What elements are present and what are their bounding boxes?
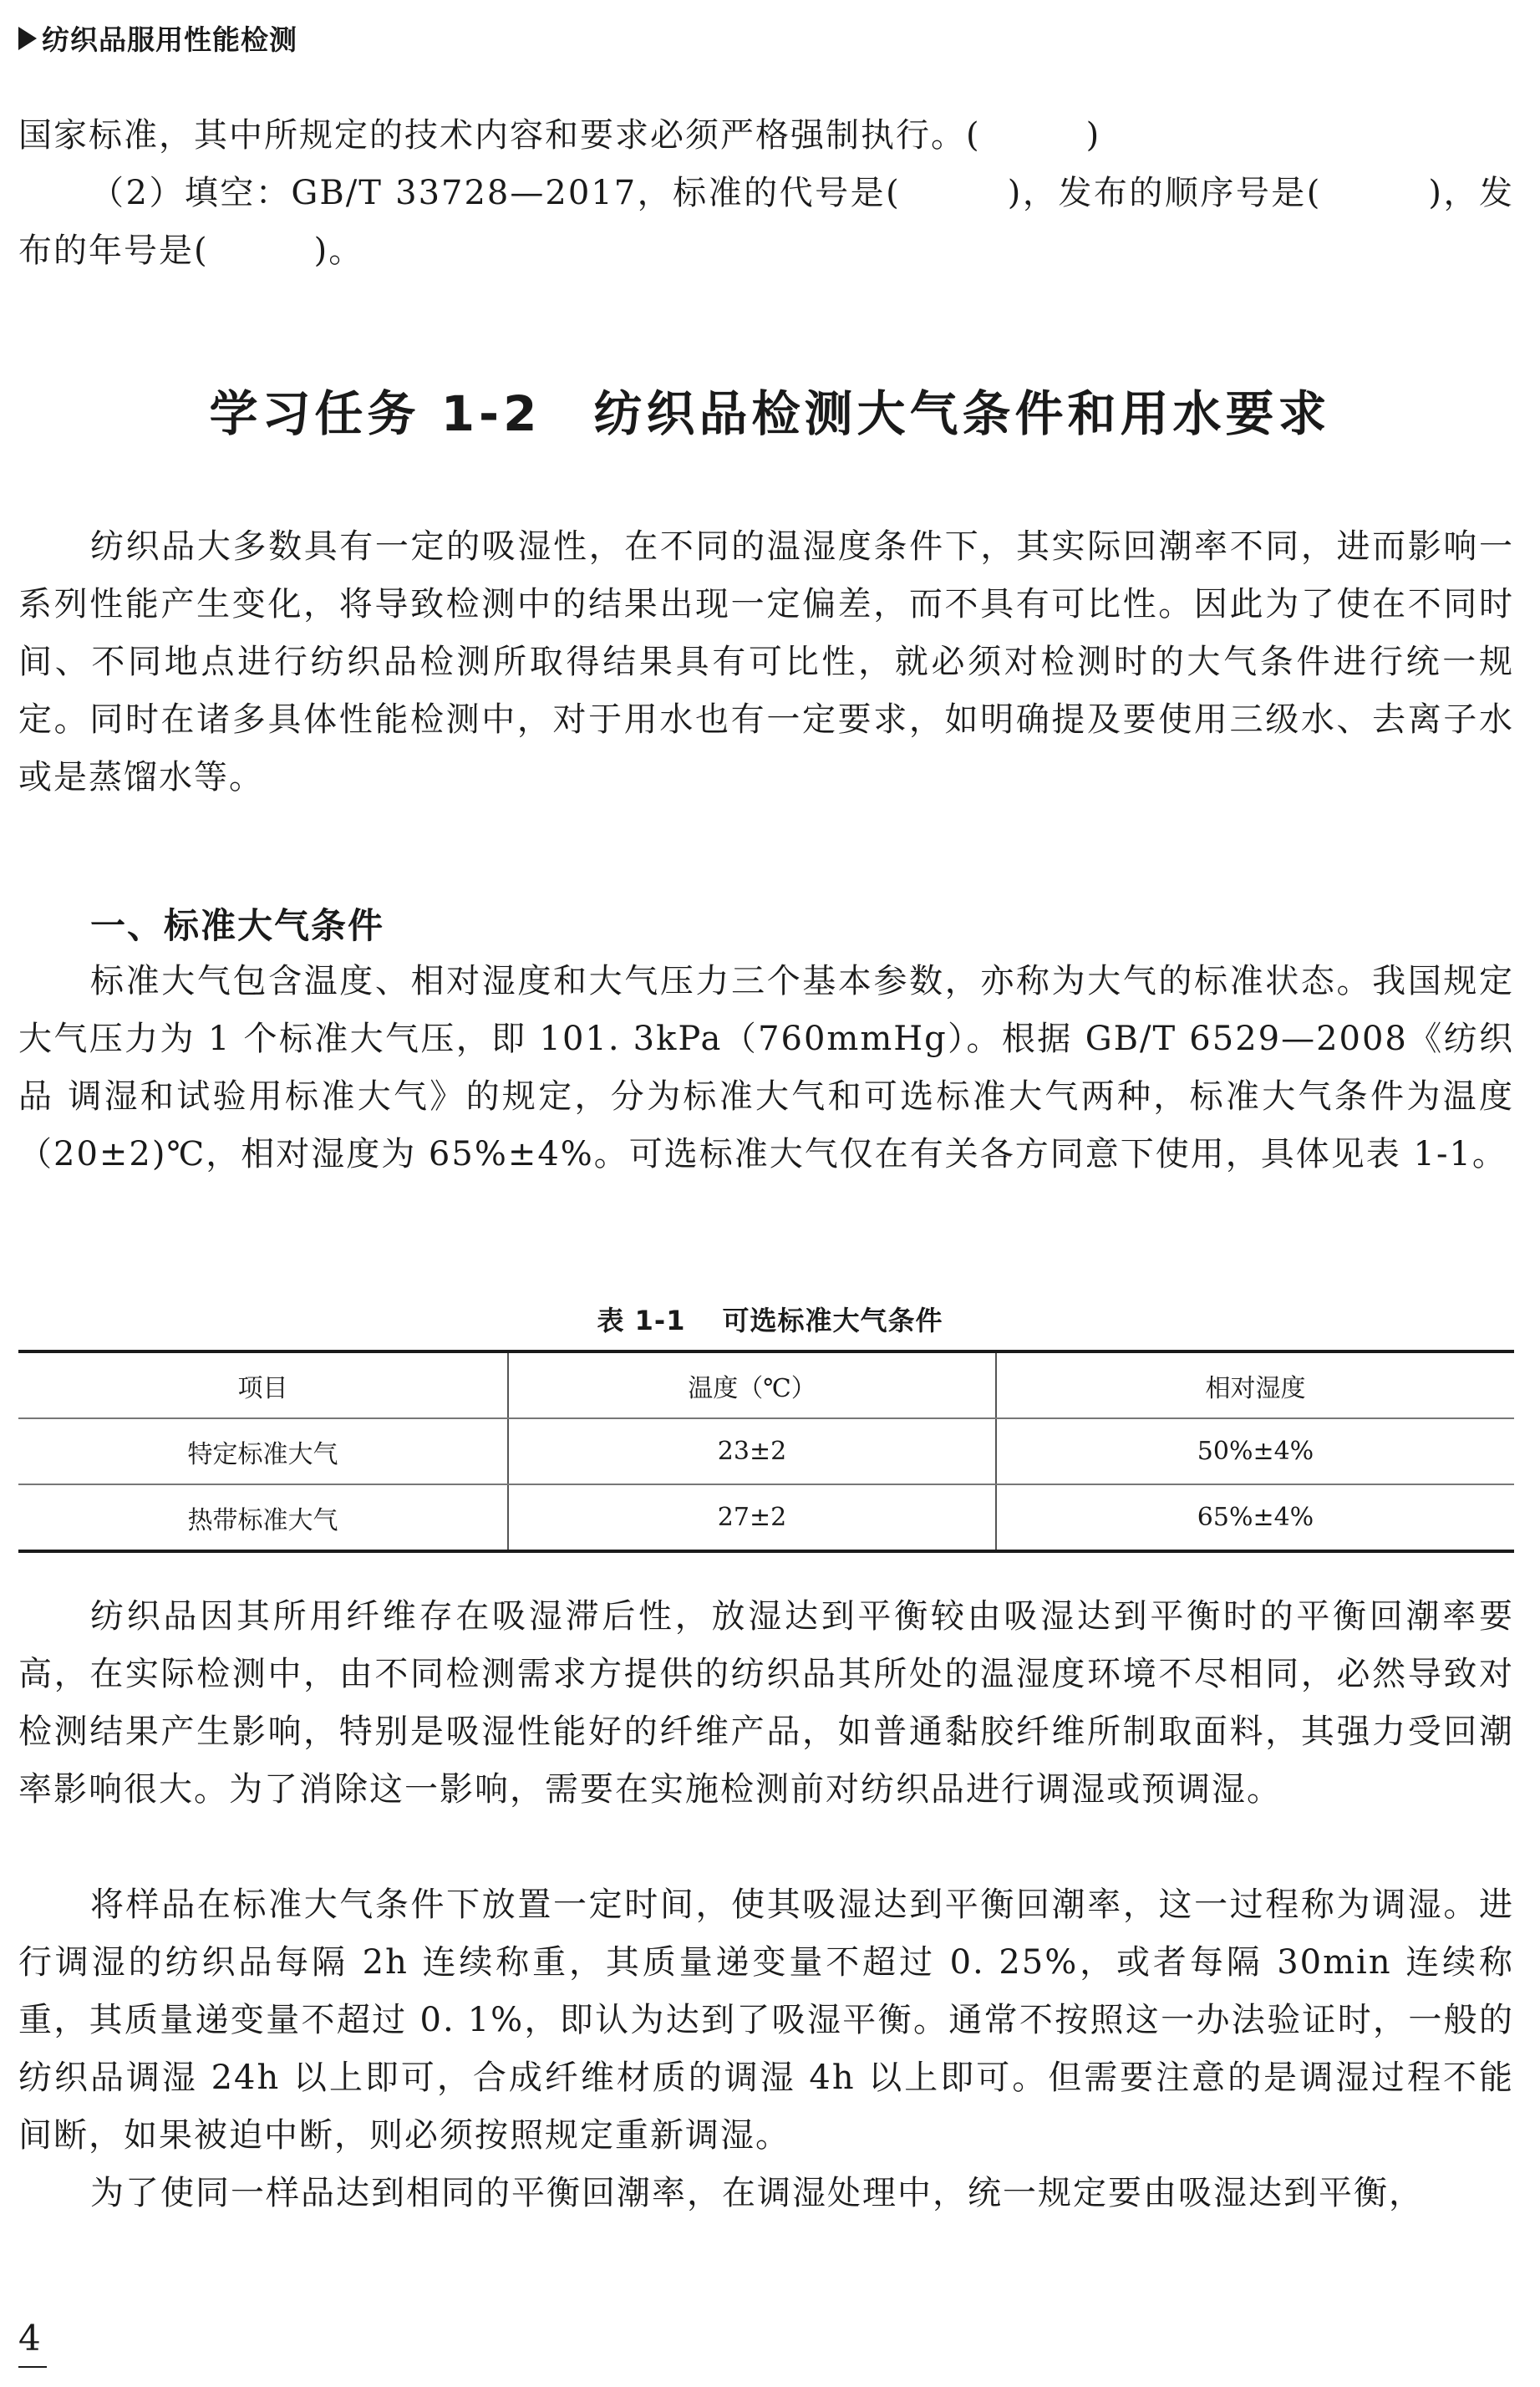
- subsection-heading: 一、标准大气条件: [90, 905, 385, 946]
- page-number: 4: [18, 2318, 41, 2359]
- table-caption-number: 表 1-1: [597, 1305, 686, 1336]
- closing-line: 为了使同一样品达到相同的平衡回潮率，在调湿处理中，统一规定要由吸湿达到平衡，: [90, 2174, 1424, 2212]
- standard-atmosphere-table: [18, 1350, 1514, 1553]
- table-row: [18, 1484, 1514, 1551]
- table-header-cell: 相对湿度: [996, 1351, 1514, 1418]
- fill-in-question: （2）填空：GB/T 33728—2017，标准的代号是( )，发布的顺序号是( )，发布的年号是( )。: [18, 174, 1514, 270]
- table-cell: 50%±4%: [996, 1418, 1514, 1484]
- running-header: [18, 18, 297, 58]
- table-row: [18, 1418, 1514, 1484]
- table-cell: 23±2: [508, 1418, 996, 1484]
- page-number-rule: [18, 2366, 47, 2368]
- table-cell: 27±2: [508, 1484, 996, 1551]
- table-cell: 特定标准大气: [18, 1418, 508, 1484]
- table-cell: 热带标准大气: [18, 1484, 508, 1551]
- conditioning-paragraph: 将样品在标准大气条件下放置一定时间，使其吸湿达到平衡回潮率，这一过程称为调湿。进行调湿的纺织品每隔 2h 连续称重，其质量递变量不超过 0. 25%，或者每隔 30min 连续称重，其质量递变量不超过 0. 1%，即认为达到了吸湿平衡。通常不按照这一办法验证时，一般的纺织品调湿 24h 以上即可，合成纤维材质的调湿 4h 以上即可。但需要注意的是调湿过程不能间断，如果被迫中断，则必须按照规定重新调湿。: [18, 1886, 1514, 2155]
- triangle-marker-icon: [18, 27, 37, 50]
- section-title: 学习任务 1-2 纺织品检测大气条件和用水要求: [209, 385, 1331, 442]
- table-caption-title: 可选标准大气条件: [722, 1305, 943, 1336]
- table-header-cell: 温度（℃）: [508, 1351, 996, 1418]
- table-header-row: [18, 1351, 1514, 1418]
- table-cell: 65%±4%: [996, 1484, 1514, 1551]
- standard-atmosphere-paragraph: 标准大气包含温度、相对湿度和大气压力三个基本参数，亦称为大气的标准状态。我国规定大气压力为 1 个标准大气压，即 101. 3kPa（760mmHg）。根据 GB/T 6529—2008《纺织品 调湿和试验用标准大气》的规定，分为标准大气和可选标准大气两种，标准大气条件为温度（20±2)℃，相对湿度为 65%±4%。可选标准大气仅在有关各方同意下使用，具体见表 1-1。: [18, 962, 1514, 1173]
- section-intro-paragraph: 纺织品大多数具有一定的吸湿性，在不同的温湿度条件下，其实际回潮率不同，进而影响一系列性能产生变化，将导致检测中的结果出现一定偏差，而不具有可比性。因此为了使在不同时间、不同地点进行纺织品检测所取得结果具有可比性，就必须对检测时的大气条件进行统一规定。同时在诸多具体性能检测中，对于用水也有一定要求，如明确提及要使用三级水、去离子水或是蒸馏水等。: [18, 527, 1514, 797]
- running-header-title: 纺织品服用性能检测: [42, 23, 297, 56]
- hysteresis-paragraph: 纺织品因其所用纤维存在吸湿滞后性，放湿达到平衡较由吸湿达到平衡时的平衡回潮率要高，在实际检测中，由不同检测需求方提供的纺织品其所处的温湿度环境不尽相同，必然导致对检测结果产生影响，特别是吸湿性能好的纤维产品，如普通黏胶纤维所制取面料，其强力受回潮率影响很大。为了消除这一影响，需要在实施检测前对纺织品进行调湿或预调湿。: [18, 1597, 1514, 1809]
- table-caption: [0, 1300, 1540, 1338]
- table-header-cell: 项目: [18, 1351, 508, 1418]
- intro-line: 国家标准，其中所规定的技术内容和要求必须严格强制执行。( ): [18, 116, 1101, 155]
